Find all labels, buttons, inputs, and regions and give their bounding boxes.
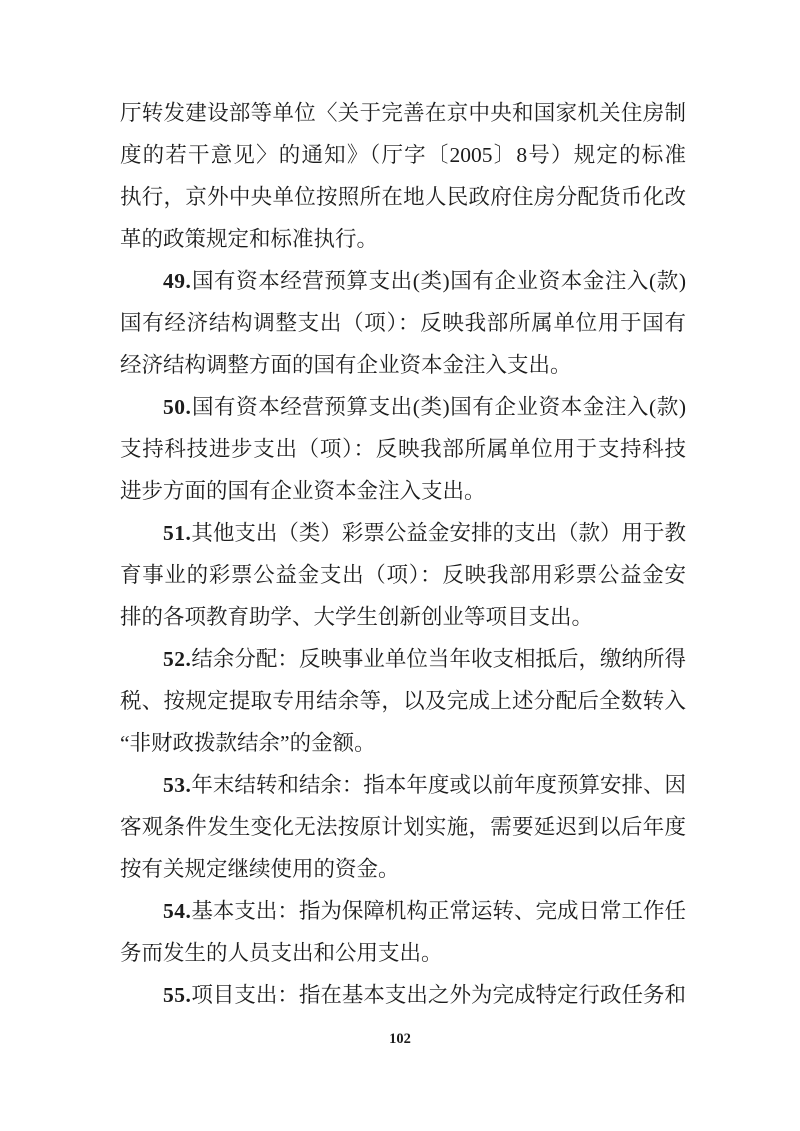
line-text: 年末结转和结余：指本年度或以前年度预算安排、因 [191, 773, 686, 797]
paragraph-item-50 [120, 386, 686, 512]
line-text: 进步方面的国有企业资本金注入支出。 [120, 479, 486, 503]
line-text: 排的各项教育助学、大学生创新创业等项目支出。 [120, 605, 594, 629]
item-number: 49. [163, 269, 192, 293]
item-number: 53. [163, 773, 192, 797]
line-text: 按有关规定继续使用的资金。 [120, 857, 400, 881]
text-line [120, 722, 686, 764]
line-text: 国有经济结构调整支出（项）：反映我部所属单位用于国有 [120, 311, 686, 335]
item-number: 50. [163, 395, 192, 419]
item-number: 51. [163, 521, 192, 545]
line-text: 执行，京外中央单位按照所在地人民政府住房分配货币化改 [120, 185, 686, 209]
text-line [120, 512, 686, 554]
text-line [120, 176, 686, 218]
text-line [120, 806, 686, 848]
line-text: 务而发生的人员支出和公用支出。 [120, 941, 443, 965]
line-text: 支持科技进步支出（项）：反映我部所属单位用于支持科技 [120, 437, 686, 461]
text-line [120, 596, 686, 638]
text-line [120, 638, 686, 680]
line-text: 度的若干意见〉的通知》（厅字〔2005〕8号）规定的标准 [120, 143, 686, 167]
text-line [120, 848, 686, 890]
text-line [120, 470, 686, 512]
text-line [120, 890, 686, 932]
text-line [120, 932, 686, 974]
page-body-text [120, 92, 686, 1016]
text-line [120, 218, 686, 260]
line-text: 育事业的彩票公益金支出（项）：反映我部用彩票公益金安 [120, 563, 686, 587]
paragraph-item-55 [120, 974, 686, 1016]
paragraph-item-49 [120, 260, 686, 386]
text-line [120, 680, 686, 722]
line-text: “非财政拨款结余”的金额。 [120, 731, 376, 755]
line-text: 国有资本经营预算支出(类)国有企业资本金注入(款) [191, 395, 686, 419]
item-number: 54. [163, 899, 192, 923]
page-number: 102 [389, 1031, 411, 1047]
paragraph-housing-policy [120, 92, 686, 260]
line-text: 厅转发建设部等单位〈关于完善在京中央和国家机关住房制 [120, 101, 686, 125]
text-line [120, 386, 686, 428]
line-text: 基本支出：指为保障机构正常运转、完成日常工作任 [191, 899, 686, 923]
text-line [120, 260, 686, 302]
text-line [120, 344, 686, 386]
line-text: 经济结构调整方面的国有企业资本金注入支出。 [120, 353, 572, 377]
text-line [120, 302, 686, 344]
line-text: 国有资本经营预算支出(类)国有企业资本金注入(款) [191, 269, 686, 293]
line-text: 税、按规定提取专用结余等，以及完成上述分配后全数转入 [120, 689, 686, 713]
line-text: 客观条件发生变化无法按原计划实施，需要延迟到以后年度 [120, 815, 686, 839]
text-line [120, 974, 686, 1016]
text-line [120, 764, 686, 806]
line-text: 革的政策规定和标准执行。 [120, 227, 379, 251]
text-line [120, 134, 686, 176]
line-text: 结余分配：反映事业单位当年收支相抵后，缴纳所得 [191, 647, 686, 671]
line-text: 项目支出：指在基本支出之外为完成特定行政任务和 [191, 983, 686, 1007]
text-line [120, 92, 686, 134]
line-text: 其他支出（类）彩票公益金安排的支出（款）用于教 [191, 521, 686, 545]
paragraph-item-54 [120, 890, 686, 974]
text-line [120, 554, 686, 596]
paragraph-item-51 [120, 512, 686, 638]
paragraph-item-52 [120, 638, 686, 764]
item-number: 55. [163, 983, 192, 1007]
paragraph-item-53 [120, 764, 686, 890]
text-line [120, 428, 686, 470]
item-number: 52. [163, 647, 192, 671]
